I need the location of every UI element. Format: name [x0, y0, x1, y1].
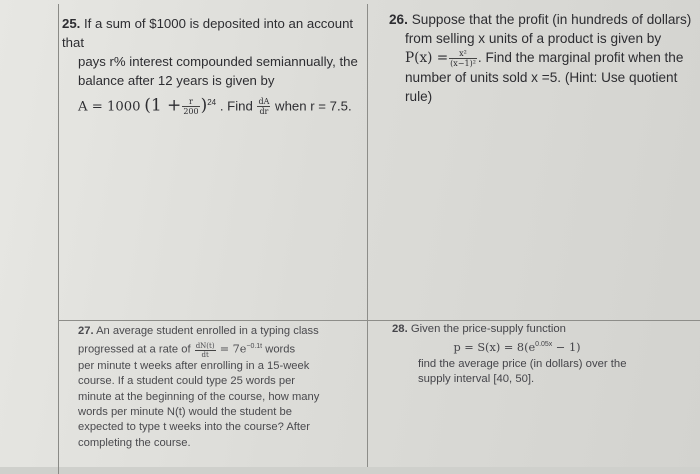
q25-number: 25. — [62, 16, 81, 31]
q27-line6: words per minute N(t) would the student be — [78, 405, 292, 418]
q25-derivative: $\frac{dA}{dr}$ — [258, 97, 270, 117]
q28-number: 28. — [392, 323, 408, 335]
question-28 — [392, 322, 682, 387]
q25-line1: 25. If a sum of $1000 is deposited into an account that — [62, 16, 354, 50]
q27-number: 27. — [78, 325, 94, 337]
q25-fraction: $\frac{r}{200}$ — [183, 97, 199, 117]
q27-line7: expected to type t weeks into the course? After — [78, 421, 310, 434]
q26-fraction: $\frac{\text{x²}}{\text{(x−1)²}}$ — [450, 48, 476, 68]
q26-line4: number of units sold x =5. (Hint: Use quotient — [405, 70, 678, 85]
q26-line1: 26. Suppose that the profit (in hundreds of dollars) — [389, 12, 692, 27]
q26-formula-line: P(x) = $\frac{\text{x²}}{\text{(x−1)²}}$ . Find the marginal profit when the — [405, 48, 684, 68]
q27-line4: course. If a student could type 25 words per — [78, 375, 296, 388]
q27-line5: minute at the beginning of the course, how many — [78, 390, 320, 403]
q25-line3: balance after 12 years is given by — [78, 73, 275, 88]
q27-line2: progressed at a rate of $\frac{dN(t)}{dt}$ = $7e^{-0.1t}$ words — [78, 341, 296, 359]
q25-formula: A = 1000 (1 + $\frac{r}{200}$ )$^{24}$ . Find $\frac{dA}{dr}$ when r = 7.5. — [78, 95, 352, 117]
q25-line2: pays r% interest compounded semiannually, the — [78, 54, 358, 69]
row-divider — [58, 320, 700, 321]
q26-line2: from selling x units of a product is given by — [405, 31, 662, 46]
q27-line8: completing the course. — [78, 436, 191, 449]
q28-line1: 28. Given the price-supply function — [392, 323, 566, 335]
q28-line3: supply interval [40, 50]. — [418, 372, 535, 385]
q26-number: 26. — [389, 12, 408, 27]
q28-line2: find the average price (in dollars) over the — [418, 357, 627, 370]
question-27 — [78, 324, 368, 451]
q27-line1: 27. An average student enrolled in a typing class — [78, 325, 319, 337]
q28-formula: $p = S(x) = 8(e^{0.05x} - 1)$ — [453, 341, 581, 355]
q27-derivative: $\frac{dN(t)}{dt}$ — [195, 341, 215, 359]
q26-line5: rule) — [405, 89, 433, 104]
question-26 — [389, 10, 697, 106]
question-25 — [62, 14, 362, 116]
q27-line3: per minute t weeks after enrolling in a 15-week — [78, 359, 310, 372]
